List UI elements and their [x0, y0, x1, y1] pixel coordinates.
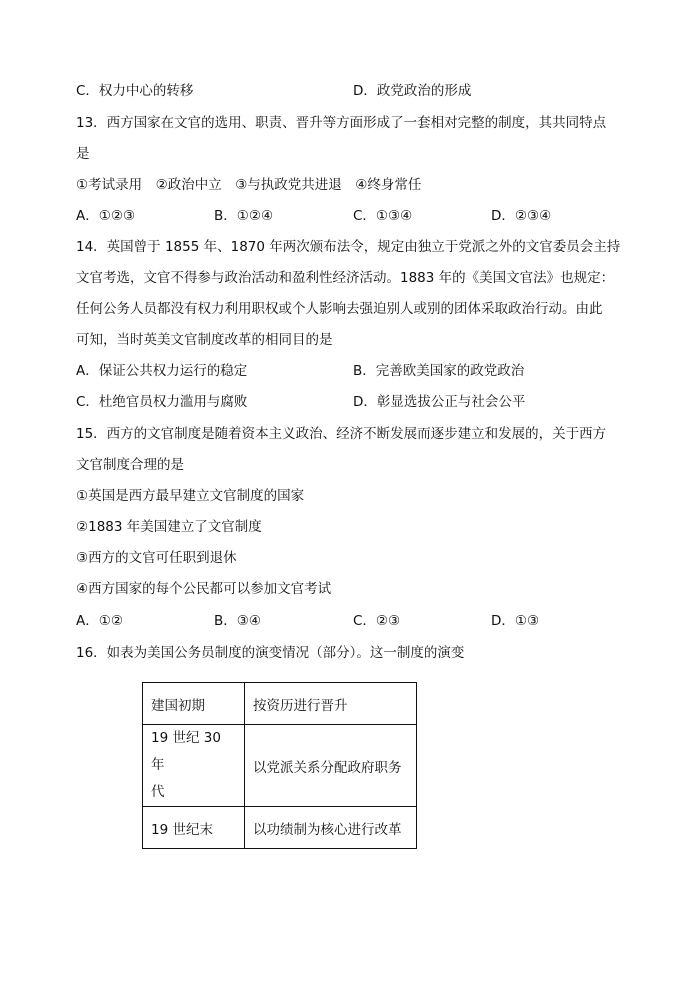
q15-option-d: D．①③ — [491, 613, 540, 629]
q15-item-1: ①英国是西方最早建立文官制度的国家 — [76, 488, 305, 504]
table-row — [143, 683, 417, 725]
q15-item-4: ④西方国家的每个公民都可以参加文官考试 — [76, 581, 332, 597]
q14-option-d: D．彰显选拔公正与社会公平 — [353, 394, 526, 410]
table-row — [143, 725, 417, 807]
q12-option-c: C．权力中心的转移 — [76, 83, 194, 99]
table-cell-period: 19 世纪末 — [143, 807, 245, 849]
civil-service-evolution-table — [142, 682, 417, 849]
table-cell-description: 以党派关系分配政府职务 — [245, 725, 417, 807]
q13-items: ①考试录用 ②政治中立 ③与执政党共进退 ④终身常任 — [76, 177, 422, 193]
table-row — [143, 807, 417, 849]
q15-option-a: A．①② — [76, 613, 123, 629]
q13-option-b: B．①②④ — [214, 208, 274, 224]
q15-option-b: B．③④ — [214, 613, 261, 629]
table-cell-description: 以功绩制为核心进行改革 — [245, 807, 417, 849]
table-cell-period — [143, 725, 245, 807]
table-cell-period-line1: 19 世纪 30 年 — [151, 730, 221, 773]
q14-stem-line3: 任何公务人员都没有权力利用职权或个人影响去强迫别人或别的团体采取政治行动。由此 — [76, 301, 603, 317]
q15-item-2: ②1883 年美国建立了文官制度 — [76, 519, 262, 535]
q15-item-3: ③西方的文官可任职到退休 — [76, 550, 237, 566]
q14-option-c: C．杜绝官员权力滥用与腐败 — [76, 394, 248, 410]
q13-option-c: C．①③④ — [353, 208, 413, 224]
q13-option-a: A．①②③ — [76, 208, 136, 224]
q15-stem-line2: 文官制度合理的是 — [76, 457, 184, 473]
q14-option-b: B．完善欧美国家的政党政治 — [353, 363, 525, 379]
table-cell-period-line2: 代 — [151, 784, 165, 800]
q15-option-c: C．②③ — [353, 613, 401, 629]
q13-stem-line2: 是 — [76, 146, 90, 162]
q13-stem-line1: 13．西方国家在文官的选用、职责、晋升等方面形成了一套相对完整的制度，其共同特点 — [76, 115, 607, 131]
q14-stem-line1: 14．英国曾于 1855 年、1870 年两次颁布法令，规定由独立于党派之外的文官委员会主持 — [76, 239, 621, 255]
table-cell-period: 建国初期 — [143, 683, 245, 725]
q13-option-d: D．②③④ — [491, 208, 552, 224]
table-cell-description: 按资历进行晋升 — [245, 683, 417, 725]
q14-stem-line4: 可知，当时英美文官制度改革的相同目的是 — [76, 332, 333, 348]
q14-stem-line2: 文官考选，文官不得参与政治活动和盈利性经济活动。1883 年的《美国文官法》也规定： — [76, 270, 615, 286]
q14-option-a: A．保证公共权力运行的稳定 — [76, 363, 248, 379]
q16-stem: 16．如表为美国公务员制度的演变情况（部分）。这一制度的演变 — [76, 645, 465, 661]
q15-stem-line1: 15．西方的文官制度是随着资本主义政治、经济不断发展而逐步建立和发展的，关于西方 — [76, 426, 607, 442]
q12-option-d: D．政党政治的形成 — [353, 83, 472, 99]
